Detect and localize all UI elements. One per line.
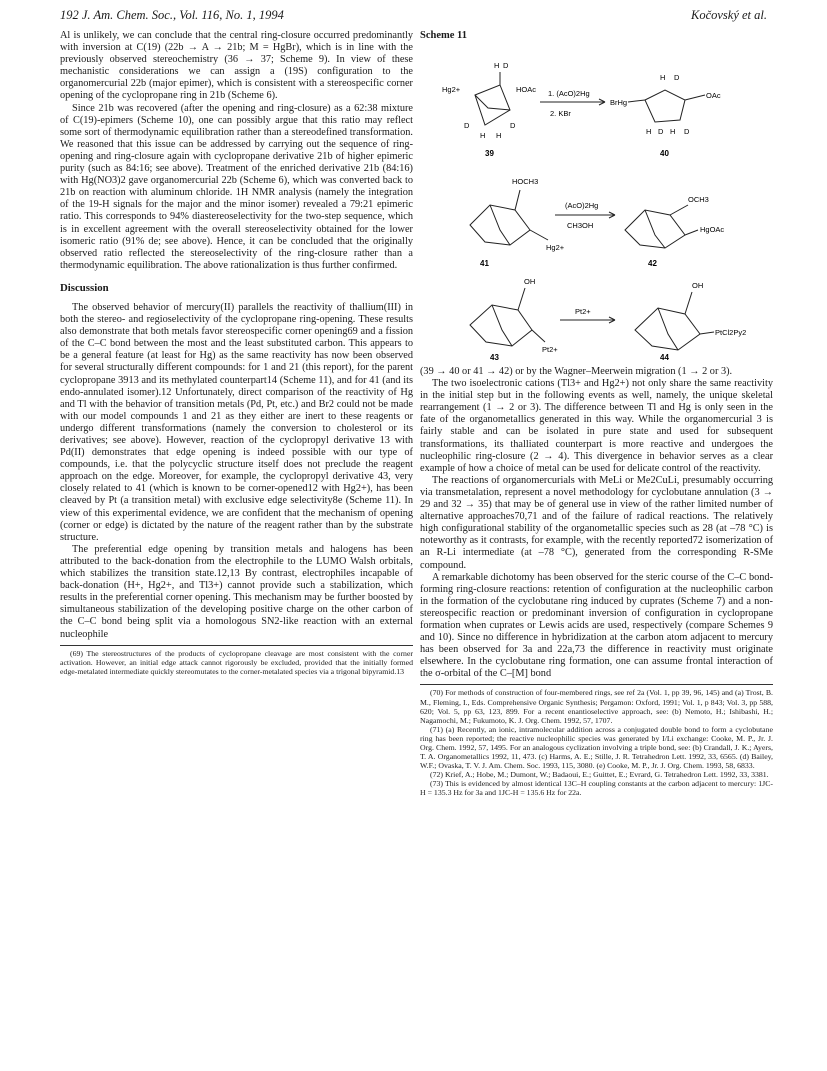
running-header bbox=[60, 8, 767, 28]
compound-number: 43 bbox=[490, 353, 499, 360]
atom-label: D bbox=[658, 127, 664, 136]
footnote: (71) (a) Recently, an ionic, intramolecular addition across a conjugated double bond to form a cyclobutane ring has been reported; the reactive nucleophilic species was generated by I/Li exchange: Cooke, M. P., Jr. J. Org. Chem. 1992, 57, 1495. For an analogous cyclization involving a triple bond, see: (b) Crandall, J. K.; Ayers, T. A. Organometallics 1992, 11, 473. (c) Harms, A. E.; Stille, J. R. Tetrahedron Lett. 1992, 33, 6565. (d) Bailey, W.F.; Ovaska, T. V. J. Am. Chem. Soc. 1993, 115, 3080. (e) Cooke, M. P., Jr. J. Org. Chem. 1993, 58, 6833. bbox=[420, 724, 773, 771]
structure-40-ring bbox=[645, 90, 685, 122]
atom-label: H bbox=[480, 131, 486, 140]
bond bbox=[670, 205, 688, 215]
atom-label: D bbox=[464, 121, 470, 130]
structure-43-ring bbox=[470, 305, 532, 346]
reaction-condition: (AcO)2Hg bbox=[565, 201, 599, 210]
substituent-label: PtCl2Py2 bbox=[715, 328, 747, 337]
substituent-label: HOCH3 bbox=[512, 177, 539, 186]
atom-label: H bbox=[494, 61, 500, 70]
bond bbox=[685, 292, 692, 314]
substituent-label: OCH3 bbox=[688, 195, 709, 204]
footnotes-left bbox=[60, 645, 413, 676]
reagent-label: HOAc bbox=[516, 85, 537, 94]
reaction-condition: CH3OH bbox=[567, 221, 594, 230]
substituent-label: HgOAc bbox=[700, 225, 725, 234]
atom-label: H bbox=[496, 131, 502, 140]
scheme-11-diagram bbox=[420, 30, 773, 360]
atom-label: H bbox=[660, 73, 666, 82]
compound-number: 42 bbox=[648, 259, 657, 268]
paragraph: The preferential edge opening by transition metals and halogens has been attributed to the back-donation from the electrophile to the LUMO Walsh orbitals, which stabilizes the transition state.12,13 By contrast, electrophiles incapable of back-donation (H+, Hg2+, and Tl3+) cannot provide such a stabilization, which results in the preferential corner opening. This mechanism may be further boosted by simultaneous stabilization of the developing positive charge on the other carbon of the C–C bond being split via a homologous SN2-like reaction with an external nucleophile bbox=[60, 543, 413, 640]
structure-41-ring bbox=[470, 205, 530, 245]
compound-number: 40 bbox=[660, 149, 669, 158]
bond bbox=[628, 100, 645, 102]
bond bbox=[518, 288, 525, 310]
header-journal-citation: 192 J. Am. Chem. Soc., Vol. 116, No. 1, 1994 bbox=[60, 8, 284, 22]
structure-39-ring bbox=[475, 85, 510, 125]
right-column bbox=[420, 30, 773, 798]
paragraph: The two isoelectronic cations (Tl3+ and Hg2+) not only share the same reactivity in the initial step but in the following events as well, namely, the unique skeletal rearrangement (1 → 2 or 3). The difference between Tl and Hg is only seen in the fate of the organometallics generated in this way. While the organomercurial 3 is fairly stable and can be isolated in pure state and used for subsequent transformations, its thalliated counterpart is more reactive and undergoes the nucleophilic ring-closure (2 → 4). This divergence in behavior serves as a clear example of how a choice of metal can be used for delicate control of the reactivity. bbox=[420, 378, 773, 474]
paragraph: The reactions of organomercurials with MeLi or Me2CuLi, presumably occurring via transmetalation, represent a novel methodology for cyclobutane annulation (3 → 29 and 32 → 35) that may be of general use in view of the rather limited number of alternative approaches70,71 and of the failure of radical reactions. The relatively high configurational stability of the organometallic species such as 28 (at –78 °C) is noteworthy as it contrasts, for example, with the recently reported72 isomerization of an R-Li intermediate (at –78 °C), generated from the corresponding R-SMe compound. bbox=[420, 474, 773, 571]
structure-44-bridge bbox=[658, 308, 678, 350]
paragraph: Since 21b was recovered (after the opening and ring-closure) as a 62:38 mixture of C(19)-epimers (Scheme 10), one can possibly argue that this ratio may reflect some sort of thermodynamic equilibration rather than a stereodefined transformation. We reasoned that this issue can be addressed by carrying out the sequence of ring-opening and ring-closure again with cyclopropane derivative 21b of higher epimeric purity (such as 84:16; see above). Treatment of the enriched derivative 21b (84:16) with Hg(NO3)2 gave organomercurial 22b (Scheme 6), which was converted back to 21b on reaction with aluminum chloride. 1H NMR analysis (namely the integration of the 19-H signals for the major and the minor isomer) revealed a 79:21 epimeric ratio. This corresponds to 94% diastereoselectivity for the two-step sequence, which is in excellent agreement with the overall stereoselectivity obtained for the lower isomeric ratio (91% de; see above). Hence, it can be concluded that the originally observed ratio reflected the stereoselectivity of the ring-closure rather than a thermodynamic equilibration. The above rationalization is thus further confirmed. bbox=[60, 102, 413, 271]
reagent-label: Hg2+ bbox=[442, 85, 461, 94]
bond bbox=[530, 230, 548, 240]
bond bbox=[685, 95, 705, 100]
section-heading-discussion: Discussion bbox=[60, 281, 109, 294]
reagent-label: Hg2+ bbox=[546, 243, 565, 252]
atom-label: D bbox=[510, 121, 516, 130]
paragraph: The observed behavior of mercury(II) parallels the reactivity of thallium(III) in both the stereo- and regioselectivity of the cyclopropane ring-opening. These results also demonstrate that both metals favor stereospecific corner opening69 and a fission of the C–C bond between the most and the least substituted carbon. This appears to be a general feature (at least for Hg) as the same reactivity has now been observed for several structurally different compounds: for 1 and 21 (this report), for the parent cyclopropane 3913 and its methylated counterpart14 (Scheme 11), and for 41 (and its endo-annulated isomer).12 Unfortunately, direct comparison of the reactivity of Hg and Tl with the behavior of transition metals (Pd, Pt, etc.) and Br2 could not be made with our model compounds 1 and 21 as they either are inert to these reagents or undergo different transformations (namely the conversion to cholesterol or its derivatives; see above). However, reaction of the cyclopropyl derivative 13 with Pd(II) demonstrates that edge opening is indeed possible with our type of compounds, i.e. that the polycyclic structure itself does not preclude the reagent approach on the edge. Moreover, for example, the cyclopropyl derivative 43, very closely related to 41 (which is known to be corner-opened12 with Hg2+), has been cleaved by Pt (a transition metal) with exclusive edge selectivity8e (Scheme 11). In view of this experimental evidence, we are confident that the mechanism of opening (corner or edge) is dictated by the nature of the reagent rather than by the substrate structure. bbox=[60, 301, 413, 543]
paragraph: (39 → 40 or 41 → 42) or by the Wagner–Meerwein migration (1 → 2 or 3). bbox=[420, 366, 733, 377]
reagent-label: Pt2+ bbox=[542, 345, 558, 354]
bond bbox=[685, 230, 698, 235]
substituent-label: OH bbox=[524, 277, 536, 286]
structure-42-bridge bbox=[645, 210, 665, 248]
atom-label: H bbox=[646, 127, 652, 136]
structure-41-bridge bbox=[490, 205, 510, 245]
footnotes-right bbox=[420, 684, 773, 797]
paragraph: Al is unlikely, we can conclude that the central ring-closure occurred predominantly with inversion at C(19) (22b → A → 21b; M = HgBr), which is in line with the previously observed stereochemistry (36 → 37; Scheme 9). In view of these mechanistic considerations we can assign a (19S) configuration to the organomercurial 22b (major epimer), which is consistent with a stereospecific corner opening of the cyclopropane ring in 21b (Scheme 6). bbox=[60, 30, 413, 102]
structure-42-ring bbox=[625, 210, 685, 248]
bond bbox=[515, 190, 520, 210]
footnote: (73) This is evidenced by almost identical 13C–H coupling constants at the carbon adjacent to mercury: 1JC-H = 135.3 Hz for 3a and 1JC-H = 135.6 Hz for 22a. bbox=[420, 779, 773, 798]
paragraph: A remarkable dichotomy has been observed for the steric course of the C–C bond-forming ring-closure reactions: retention of configuration at the nucleophilic carbon in the formation of the cyclobutane ring induced by cuprates (Scheme 7) and a non-stereospecific reaction or predominant inversion of configuration in cyclopropane formation when cuprates or Lewis acids are used, respectively (compare Schemes 9 and 10). Since no difference in hybridization at the carbon atom adjacent to mercury has been observed for 3a and 22a,73 the difference in reactivity must originate elsewhere. In the cyclobutane ring formation, one can assume frontal interaction of the σ-orbital of the C–[M] bond bbox=[420, 571, 773, 680]
atom-label: D bbox=[684, 127, 690, 136]
left-column bbox=[60, 30, 413, 676]
reagent-label: OAc bbox=[706, 91, 721, 100]
header-authors: Kočovský et al. bbox=[690, 8, 767, 22]
compound-number: 41 bbox=[480, 259, 489, 268]
scheme-11 bbox=[420, 30, 773, 360]
reaction-condition: Pt2+ bbox=[575, 307, 591, 316]
scheme-title: Scheme 11 bbox=[420, 30, 467, 41]
footnote: (69) The stereostructures of the products of cyclopropane cleavage are most consistent with the corner activation. However, an initial edge attack cannot rigorously be excluded, provided that the initially formed edge-metalated intermediate quickly stereomutates to the corner-metalated species via a trigonal bipyramid.13 bbox=[60, 648, 413, 676]
atom-label: H bbox=[670, 127, 676, 136]
atom-label: D bbox=[674, 73, 680, 82]
footnote: (70) For methods of construction of four-membered rings, see ref 2a (Vol. 1, pp 39, 96, 145) and (a) Trost, B. M., Fleming, I., Eds. Comprehensive Organic Synthesis; Pergamon: Oxford, 1991; Vol. 1, p 843; Vol. 3, pp 588, 620; Vol. 5, pp 63, 123, 899. For a recent enantioselective approach, see: (b) Nemoto, H.; Ishibashi, H.; Nagamochi, M.; Fukumoto, K. J. Org. Chem. 1992, 57, 1707. bbox=[420, 688, 773, 725]
reagent-label: BrHg bbox=[610, 98, 628, 107]
footnote: (72) Krief, A.; Hobe, M.; Dumont, W.; Badaoui, E.; Guittet, E.; Evrard, G. Tetrahedron Lett. 1992, 33, 3381. bbox=[430, 770, 769, 780]
structure-44-ring bbox=[635, 308, 700, 350]
reaction-condition: 2. KBr bbox=[550, 109, 571, 118]
structure-43-bridge bbox=[492, 305, 512, 346]
compound-number: 39 bbox=[485, 149, 494, 158]
compound-number: 44 bbox=[660, 353, 669, 360]
bond bbox=[700, 332, 714, 334]
atom-label: D bbox=[503, 61, 509, 70]
reaction-condition: 1. (AcO)2Hg bbox=[548, 89, 590, 98]
bond bbox=[532, 330, 545, 342]
substituent-label: OH bbox=[692, 281, 704, 290]
